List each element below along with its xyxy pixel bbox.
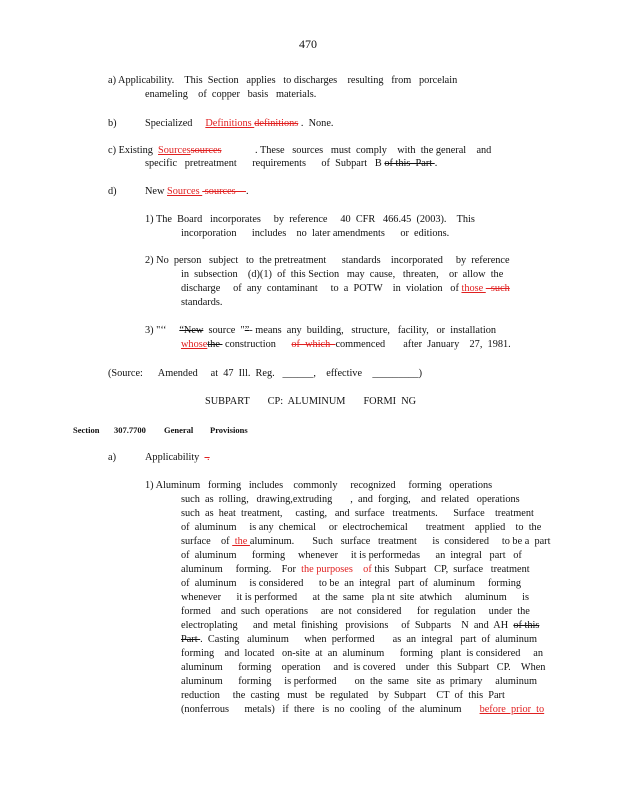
cp-a1-line-5: surface of the aluminum. Such surface treatment is considered to be a part bbox=[181, 536, 551, 547]
paragraph-d2-line-2: in subsection (d)(1) of this Section may cause, threaten, or allow the bbox=[181, 269, 504, 280]
paragraph-d3-line-2: whosethe construction of which commenced after January 27, 1981. bbox=[181, 339, 511, 350]
inserted-text: whose bbox=[181, 339, 208, 350]
cp-a1-line-8: of aluminum is considered to be an integral part of aluminum forming bbox=[181, 578, 522, 589]
inserted-text: the bbox=[232, 536, 250, 547]
cp-a1-line-3: such as heat treatment, casting, and surface treatments. Surface treatment bbox=[181, 508, 534, 519]
paragraph-b-marker: b) bbox=[108, 118, 117, 129]
section-title-2: Provisions bbox=[210, 425, 248, 435]
cp-paragraph-a-line: Applicability . bbox=[145, 452, 210, 463]
paragraph-a-line-1: a) Applicability. This Section applies to discharges resulting from porcelain bbox=[108, 75, 458, 86]
deleted-text: definitions bbox=[254, 118, 299, 129]
deleted-text: of which bbox=[291, 339, 336, 350]
cp-a1-line-17: (nonferrous metals) if there is no cooling of the aluminum before prior to bbox=[181, 704, 545, 715]
source-note: (Source: Amended at 47 Ill. Reg. ______, effective _________) bbox=[108, 368, 423, 379]
paragraph-d3-line-1: 3) "‘‘ “New source "”- means any building, structure, facility, or installation bbox=[145, 325, 496, 336]
inserted-text: Sources bbox=[167, 186, 203, 197]
inserted-text: Sources bbox=[158, 145, 191, 156]
cp-a1-line-2: such as rolling, drawing,extruding , and forging, and related operations bbox=[181, 494, 520, 505]
cp-a1-line-10: formed and such operations are not considered for regulation under the bbox=[181, 606, 530, 617]
cp-a1-line-15: aluminum forming is performed on the same site as primary aluminum bbox=[181, 676, 538, 687]
deleted-text: sources bbox=[190, 145, 222, 156]
deleted-text: such bbox=[485, 283, 510, 294]
cp-a1-line-4: of aluminum is any chemical or electrochemical treatment applied to the bbox=[181, 522, 542, 533]
paragraph-a-line-2: enameling of copper basis materials. bbox=[145, 89, 317, 100]
cp-a1-line-11: electroplating and metal finishing provisions of Subparts N and AH of this bbox=[181, 620, 540, 631]
cp-a1-line-14: aluminum forming operation and is covered under this Subpart CP. When bbox=[181, 662, 546, 673]
cp-paragraph-a-marker: a) bbox=[108, 452, 116, 463]
cp-a1-line-12: Part . Casting aluminum when performed as an integral part of aluminum bbox=[181, 634, 538, 645]
cp-a1-line-9: whenever it is performed at the same pla nt site atwhich aluminum is bbox=[181, 592, 530, 603]
deleted-text: of this Part bbox=[384, 158, 435, 169]
paragraph-d1-line-1: 1) The Board incorporates by reference 40 CFR 466.45 (2003). This bbox=[145, 214, 475, 225]
paragraph-d-marker: d) bbox=[108, 186, 117, 197]
cp-a1-line-1: 1) Aluminum forming includes commonly recognized forming operations bbox=[145, 480, 493, 491]
inserted-text: before prior to bbox=[479, 704, 545, 715]
deleted-text: of this bbox=[513, 620, 540, 631]
paragraph-d2-line-3: discharge of any contaminant to a POTW in violation of those such bbox=[181, 283, 510, 294]
inserted-text: those bbox=[461, 283, 486, 294]
subpart-heading: SUBPART CP: ALUMINUM FORMI NG bbox=[205, 396, 417, 407]
paragraph-c-line-1: c) Existing Sourcessources . These sources must comply with the general and bbox=[108, 145, 492, 156]
cp-a1-line-7: aluminum forming. For the purposes of this Subpart CP, surface treatment bbox=[181, 564, 530, 575]
section-number: 307.7700 bbox=[114, 425, 146, 435]
inserted-text: the purposes of bbox=[301, 564, 372, 575]
paragraph-c-line-2: specific pretreatment requirements of Subpart B of this Part . bbox=[145, 158, 438, 169]
deleted-text: Part bbox=[181, 634, 201, 645]
deleted-text: the bbox=[207, 339, 223, 350]
cp-a1-line-6: of aluminum forming whenever it is performedas an integral part of bbox=[181, 550, 522, 561]
page-number: 470 bbox=[299, 37, 317, 51]
deleted-text: “New bbox=[179, 325, 204, 336]
deleted-text: . bbox=[204, 452, 210, 463]
paragraph-d1-line-2: incorporation includes no later amendments or editions. bbox=[181, 228, 450, 239]
inserted-text: Definitions bbox=[205, 118, 255, 129]
paragraph-d-line: New Sources sources . bbox=[145, 186, 249, 197]
deleted-text: sources bbox=[202, 186, 246, 197]
section-title-1: General bbox=[164, 425, 194, 435]
cp-a1-line-13: forming and located on-site at an aluminum forming plant is considered an bbox=[181, 648, 544, 659]
paragraph-d2-line-4: standards. bbox=[181, 297, 223, 308]
deleted-text: ” bbox=[244, 325, 250, 336]
paragraph-d2-line-1: 2) No person subject to the pretreatment standards incorporated by reference bbox=[145, 255, 510, 266]
paragraph-b-line: Specialized Definitions definitions . None. bbox=[145, 118, 334, 129]
cp-a1-line-16: reduction the casting must be regulated by Subpart CT of this Part bbox=[181, 690, 505, 701]
section-label: Section bbox=[73, 425, 100, 435]
